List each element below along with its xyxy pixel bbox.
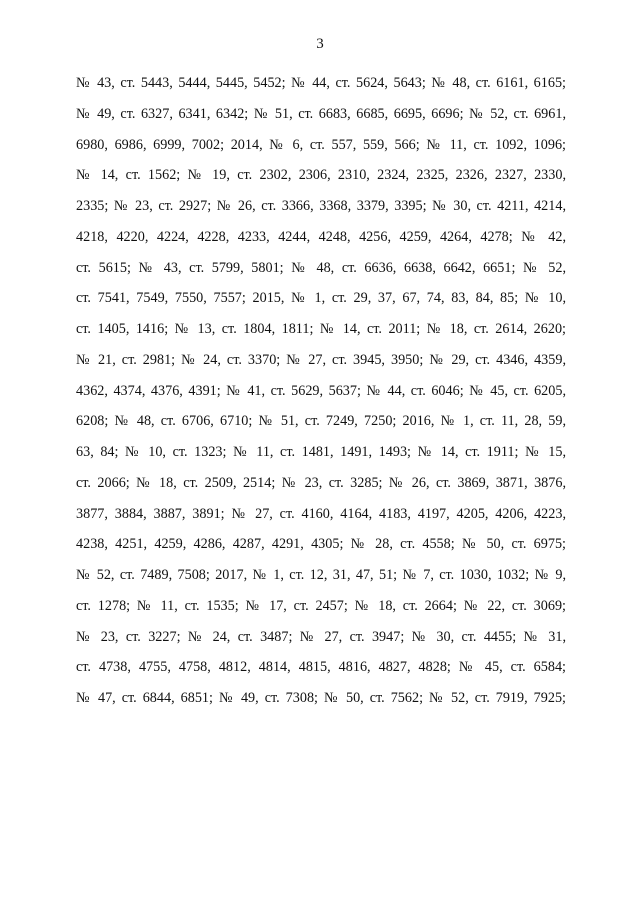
text-line: 4238, 4251, 4259, 4286, 4287, 4291, 4305; № 28, ст. 4558; № 50, ст. 6975; xyxy=(76,536,566,553)
text-line: № 43, ст. 5443, 5444, 5445, 5452; № 44, ст. 5624, 5643; № 48, ст. 6161, 6165; xyxy=(76,75,566,91)
text-line: № 14, ст. 1562; № 19, ст. 2302, 2306, 2310, 2324, 2325, 2326, 2327, 2330, xyxy=(76,167,566,184)
text-line: № 21, ст. 2981; № 24, ст. 3370; № 27, ст. 3945, 3950; № 29, ст. 4346, 4359, xyxy=(76,351,566,368)
text-line: № 49, ст. 6327, 6341, 6342; № 51, ст. 6683, 6685, 6695, 6696; № 52, ст. 6961, xyxy=(76,105,566,122)
text-line: ст. 2066; № 18, ст. 2509, 2514; № 23, ст. 3285; № 26, ст. 3869, 3871, 3876, xyxy=(76,474,566,491)
text-line: № 23, ст. 3227; № 24, ст. 3487; № 27, ст. 3947; № 30, ст. 4455; № 31, xyxy=(76,628,566,645)
text-line: 6208; № 48, ст. 6706, 6710; № 51, ст. 7249, 7250; 2016, № 1, ст. 11, 28, 59, xyxy=(76,413,566,430)
text-line: ст. 7541, 7549, 7550, 7557; 2015, № 1, ст. 29, 37, 67, 74, 83, 84, 85; № 10, xyxy=(76,290,566,307)
body-text xyxy=(76,68,566,714)
text-line: ст. 4738, 4755, 4758, 4812, 4814, 4815, 4816, 4827, 4828; № 45, ст. 6584; xyxy=(76,659,566,676)
text-line: № 52, ст. 7489, 7508; 2017, № 1, ст. 12, 31, 47, 51; № 7, ст. 1030, 1032; № 9, xyxy=(76,567,566,583)
text-line: 2335; № 23, ст. 2927; № 26, ст. 3366, 3368, 3379, 3395; № 30, ст. 4211, 4214, xyxy=(76,198,566,214)
text-line: 4362, 4374, 4376, 4391; № 41, ст. 5629, 5637; № 44, ст. 6046; № 45, ст. 6205, xyxy=(76,382,566,399)
text-line: ст. 1405, 1416; № 13, ст. 1804, 1811; № 14, ст. 2011; № 18, ст. 2614, 2620; xyxy=(76,321,566,337)
text-line: 6980, 6986, 6999, 7002; 2014, № 6, ст. 557, 559, 566; № 11, ст. 1092, 1096; xyxy=(76,136,566,153)
text-line: ст. 5615; № 43, ст. 5799, 5801; № 48, ст. 6636, 6638, 6642, 6651; № 52, xyxy=(76,259,566,276)
text-line: № 47, ст. 6844, 6851; № 49, ст. 7308; № 50, ст. 7562; № 52, ст. 7919, 7925; xyxy=(76,690,566,706)
text-line: ст. 1278; № 11, ст. 1535; № 17, ст. 2457; № 18, ст. 2664; № 22, ст. 3069; xyxy=(76,597,566,614)
text-line: 4218, 4220, 4224, 4228, 4233, 4244, 4248, 4256, 4259, 4264, 4278; № 42, xyxy=(76,228,566,245)
page-number: 3 xyxy=(316,36,324,52)
text-line: 63, 84; № 10, ст. 1323; № 11, ст. 1481, 1491, 1493; № 14, ст. 1911; № 15, xyxy=(76,444,566,460)
text-line: 3877, 3884, 3887, 3891; № 27, ст. 4160, 4164, 4183, 4197, 4205, 4206, 4223, xyxy=(76,505,566,522)
